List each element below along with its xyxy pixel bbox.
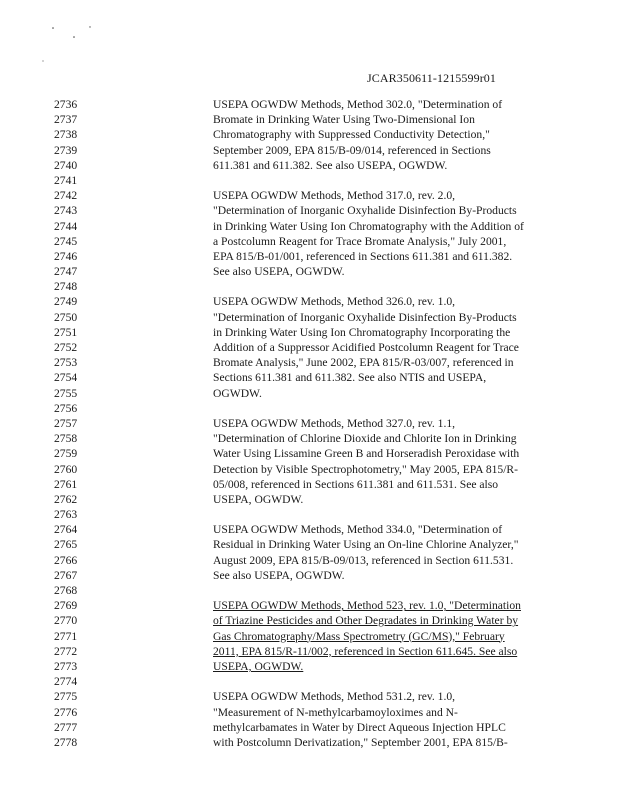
text-line — [0, 294, 619, 309]
line-number: 2745 — [54, 234, 78, 248]
text-line — [0, 143, 619, 158]
text-line — [0, 234, 619, 249]
line-number: 2777 — [54, 720, 78, 734]
line-number: 2751 — [54, 325, 78, 339]
text-line — [0, 492, 619, 507]
text-line — [0, 188, 619, 203]
text-line — [0, 279, 619, 294]
line-text: Chromatography with Suppressed Conductivity Detection," — [213, 128, 490, 142]
text-line — [0, 370, 619, 385]
line-number: 2741 — [54, 173, 78, 187]
text-line — [0, 522, 619, 537]
document-code: JCAR350611-1215599r01 — [367, 71, 496, 85]
line-number: 2740 — [54, 158, 78, 172]
line-text: USEPA OGWDW Methods, Method 326.0, rev. 1.0, — [213, 295, 456, 309]
line-number: 2775 — [54, 690, 78, 704]
line-number: 2773 — [54, 659, 78, 673]
text-line — [0, 386, 619, 401]
line-number: 2754 — [54, 371, 78, 385]
text-line — [0, 629, 619, 644]
line-text: a Postcolumn Reagent for Trace Bromate Analysis," July 2001, — [213, 234, 507, 248]
text-line — [0, 644, 619, 659]
line-text: in Drinking Water Using Ion Chromatography Incorporating the — [213, 325, 511, 339]
text-line — [0, 431, 619, 446]
line-text: OGWDW. — [213, 386, 262, 400]
line-text: 611.381 and 611.382. See also USEPA, OGWDW. — [213, 158, 448, 172]
line-number: 2746 — [54, 249, 78, 263]
line-text: Sections 611.381 and 611.382. See also NTIS and USEPA, — [213, 371, 487, 385]
text-line — [0, 613, 619, 628]
line-number: 2763 — [54, 508, 78, 522]
text-line — [0, 249, 619, 264]
line-number: 2750 — [54, 310, 78, 324]
line-number: 2758 — [54, 432, 78, 446]
line-number: 2742 — [54, 189, 78, 203]
line-number: 2760 — [54, 462, 78, 476]
line-number: 2738 — [54, 128, 78, 142]
text-line — [0, 264, 619, 279]
line-number: 2737 — [54, 113, 78, 127]
line-number: 2752 — [54, 341, 78, 354]
line-text: with Postcolumn Derivatization," September 2001, EPA 815/B- — [213, 735, 508, 749]
line-text: USEPA OGWDW Methods, Method 334.0, "Determination of — [213, 523, 503, 537]
line-text: EPA 815/B-01/001, referenced in Sections 611.381 and 611.382. — [213, 249, 513, 263]
text-line — [0, 173, 619, 188]
line-number: 2755 — [54, 386, 78, 400]
text-line — [0, 112, 619, 127]
line-number: 2770 — [54, 614, 78, 628]
line-text: "Determination of Inorganic Oxyhalide Disinfection By-Products — [213, 310, 517, 324]
text-line — [0, 401, 619, 416]
line-text: USEPA OGWDW Methods, Method 327.0, rev. 1.1, — [213, 416, 456, 430]
line-text: "Determination of Chlorine Dioxide and Chlorite Ion in Drinking — [213, 432, 517, 446]
line-text: "Determination of Inorganic Oxyhalide Disinfection By-Products — [213, 204, 517, 218]
text-line — [0, 720, 619, 735]
text-line — [0, 659, 619, 674]
line-text: Water Using Lissamine Green B and Horseradish Peroxidase with — [213, 447, 520, 461]
text-line — [0, 355, 619, 370]
line-number: 2759 — [54, 447, 78, 461]
text-line — [0, 462, 619, 477]
line-number: 2753 — [54, 356, 78, 370]
line-text: USEPA OGWDW Methods, Method 302.0, "Determination of — [213, 98, 503, 111]
inserted-text: of Triazine Pesticides and Other Degradates in Drinking Water by — [213, 614, 519, 628]
text-line — [0, 537, 619, 552]
text-line — [0, 568, 619, 583]
line-number: 2772 — [54, 644, 78, 658]
line-number: 2771 — [54, 629, 78, 643]
line-text: "Measurement of N-methylcarbamoyloximes and N- — [213, 705, 458, 719]
line-number: 2762 — [54, 492, 78, 506]
line-number: 2778 — [54, 735, 78, 749]
text-line — [0, 477, 619, 492]
inserted-text: Gas Chromatography/Mass Spectrometry (GC/MS)," February — [213, 629, 505, 643]
text-line — [0, 325, 619, 340]
text-line — [0, 310, 619, 325]
line-text: Bromate in Drinking Water Using Two-Dimensional Ion — [213, 113, 475, 127]
text-line — [0, 97, 619, 112]
text-line — [0, 158, 619, 173]
inserted-text: USEPA OGWDW Methods, Method 523, rev. 1.0, "Determination — [213, 599, 521, 613]
line-text: USEPA OGWDW Methods, Method 531.2, rev. 1.0, — [213, 690, 456, 704]
text-line — [0, 219, 619, 234]
line-number: 2747 — [54, 265, 78, 279]
line-text: August 2009, EPA 815/B-09/013, referenced in Section 611.531. — [213, 553, 514, 567]
line-text: Detection by Visible Spectrophotometry," May 2005, EPA 815/R- — [213, 462, 519, 476]
line-text: Residual in Drinking Water Using an On-line Chlorine Analyzer," — [213, 538, 519, 552]
line-number: 2764 — [54, 523, 78, 537]
line-number: 2736 — [54, 98, 78, 111]
line-number: 2765 — [54, 538, 78, 552]
line-number: 2767 — [54, 568, 78, 582]
text-line — [0, 674, 619, 689]
text-line — [0, 705, 619, 720]
document-body — [0, 97, 619, 750]
line-number: 2768 — [54, 584, 78, 597]
text-line — [0, 583, 619, 598]
inserted-text: USEPA, OGWDW. — [213, 659, 304, 673]
line-number: 2748 — [54, 280, 78, 294]
line-number: 2761 — [54, 477, 78, 491]
line-text: in Drinking Water Using Ion Chromatography with the Addition of — [213, 219, 524, 233]
line-text: USEPA, OGWDW. — [213, 492, 304, 506]
text-line — [0, 203, 619, 218]
text-line — [0, 689, 619, 704]
text-line — [0, 446, 619, 461]
line-text: USEPA OGWDW Methods, Method 317.0, rev. 2.0, — [213, 189, 456, 203]
text-line — [0, 416, 619, 431]
line-number: 2749 — [54, 295, 78, 309]
text-line — [0, 507, 619, 522]
text-line — [0, 340, 619, 355]
line-text: Addition of a Suppressor Acidified Postcolumn Reagent for Trace — [213, 341, 519, 354]
text-line — [0, 127, 619, 142]
line-number: 2766 — [54, 553, 78, 567]
scan-specks — [0, 0, 619, 80]
line-text: methylcarbamates in Water by Direct Aqueous Injection HPLC — [213, 720, 506, 734]
text-line — [0, 735, 619, 750]
line-number: 2774 — [54, 675, 78, 689]
line-number: 2756 — [54, 401, 78, 415]
text-line — [0, 553, 619, 568]
line-text: Bromate Analysis," June 2002, EPA 815/R-03/007, referenced in — [213, 356, 514, 370]
line-number: 2744 — [54, 219, 78, 233]
line-text: 05/008, referenced in Sections 611.381 and 611.531. See also — [213, 477, 499, 491]
line-number: 2776 — [54, 705, 78, 719]
inserted-text: 2011, EPA 815/R-11/002, referenced in Section 611.645. See also — [213, 644, 518, 658]
line-number: 2769 — [54, 599, 78, 613]
line-text: See also USEPA, OGWDW. — [213, 265, 345, 279]
line-number: 2743 — [54, 204, 78, 218]
line-number: 2757 — [54, 416, 78, 430]
text-line — [0, 598, 619, 613]
line-text: September 2009, EPA 815/B-09/014, referenced in Sections — [213, 143, 491, 157]
line-text: See also USEPA, OGWDW. — [213, 568, 345, 582]
line-number: 2739 — [54, 143, 78, 157]
